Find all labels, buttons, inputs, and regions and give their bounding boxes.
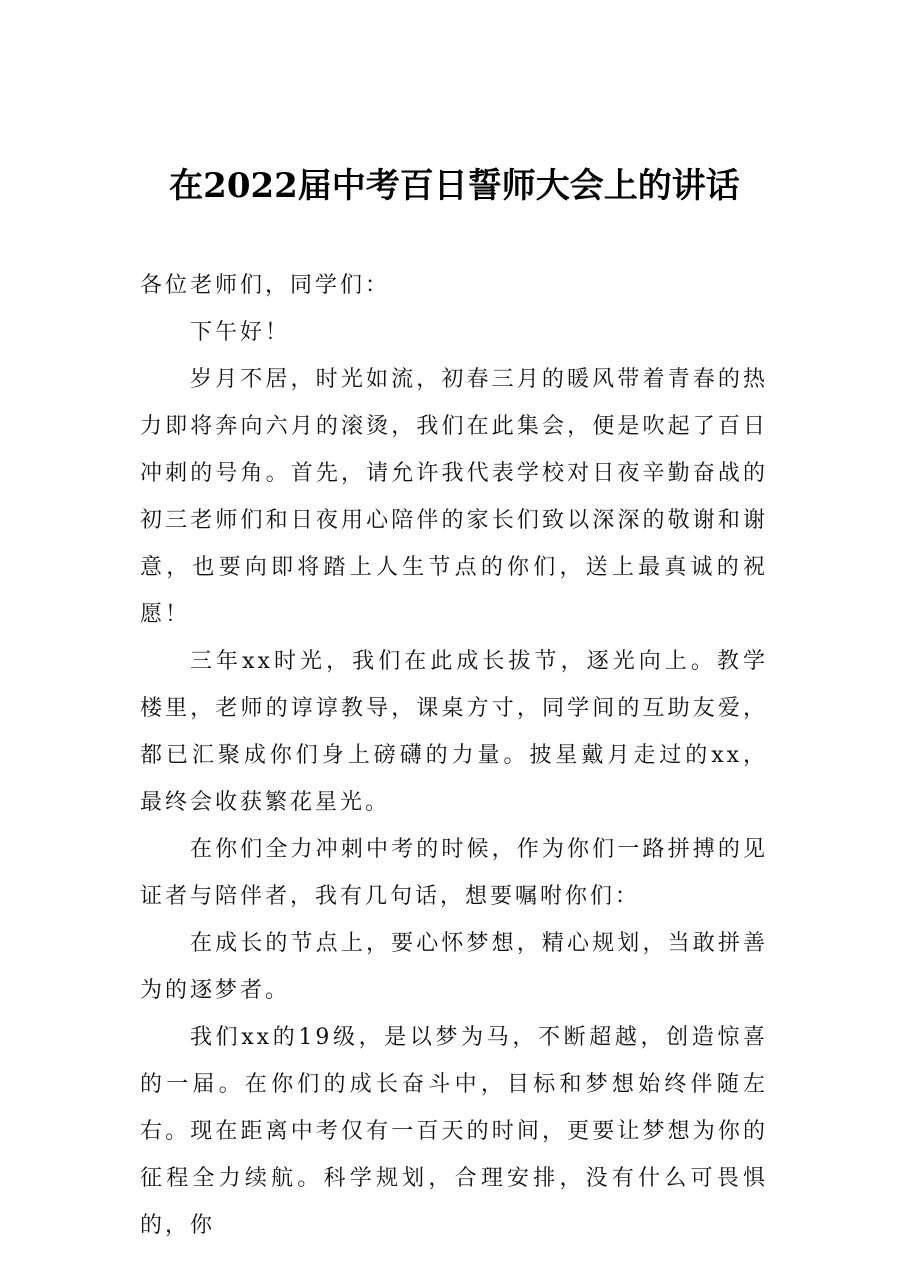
paragraph: 三年xx时光，我们在此成长拔节，逐光向上。教学楼里，老师的谆谆教导，课桌方寸，同学间的互助友爱，都已汇聚成你们身上磅礴的力量。披星戴月走过的xx，最终会收获繁花星光。	[140, 649, 768, 815]
salutation: 各位老师们，同学们：	[140, 273, 391, 298]
paragraph: 岁月不居，时光如流，初春三月的暖风带着青春的热力即将奔向六月的滚烫，我们在此集会，便是吹起了百日冲刺的号角。首先，请允许我代表学校对日夜辛勤奋战的初三老师们和日夜用心陪伴的家长们致以深深的敬谢和谢意，也要向即将踏上人生节点的你们，送上最真诚的祝愿！	[140, 367, 768, 627]
paragraph: 在你们全力冲刺中考的时候，作为你们一路拼搏的见证者与陪伴者，我有几句话，想要嘱咐你们：	[140, 837, 768, 909]
document-title: 在2022届中考百日誓师大会上的讲话	[169, 166, 740, 206]
paragraph-greeting: 下午好！	[190, 320, 291, 345]
paragraph: 在成长的节点上，要心怀梦想，精心规划，当敢拼善为的逐梦者。	[140, 931, 768, 1003]
paragraph: 我们xx的19级，是以梦为马，不断超越，创造惊喜的一届。在你们的成长奋斗中，目标和梦想始终伴随左右。现在距离中考仅有一百天的时间，更要让梦想为你的征程全力续航。科学规划，合理安排，没有什么可畏惧的，你	[140, 1025, 768, 1238]
document-body	[140, 262, 768, 1249]
